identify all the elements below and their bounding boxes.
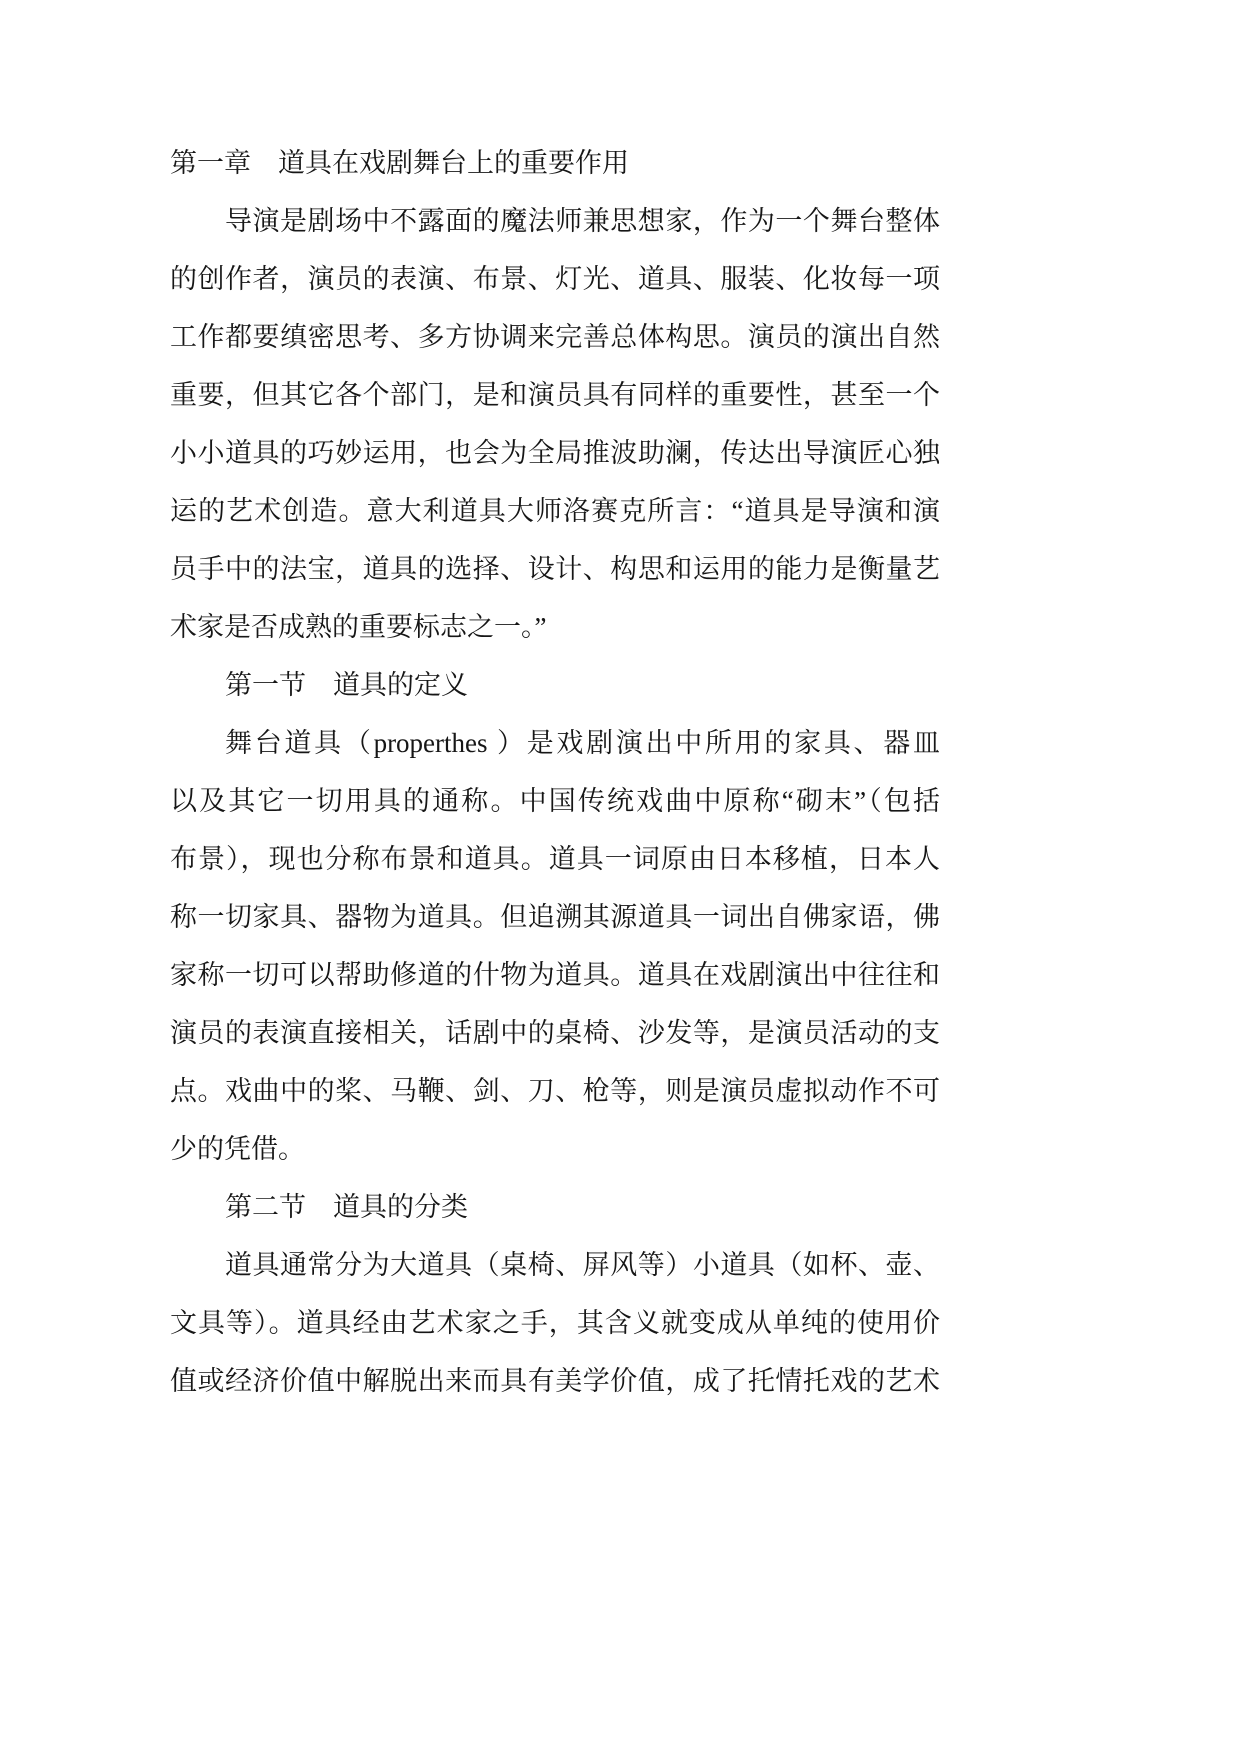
section-heading-definition: 第一节 道具的定义 xyxy=(225,670,468,700)
paragraph-line: 小小道具的巧妙运用，也会为全局推波助澜，传达出导演匠心独 xyxy=(170,438,940,468)
paragraph-line: 工作都要缜密思考、多方协调来完善总体构思。演员的演出自然 xyxy=(170,322,940,352)
paragraph-line: 家称一切可以帮助修道的什物为道具。道具在戏剧演出中往往和 xyxy=(170,960,940,990)
paragraph-line: 文具等）。道具经由艺术家之手，其含义就变成从单纯的使用价 xyxy=(170,1308,940,1338)
paragraph-line: 导演是剧场中不露面的魔法师兼思想家，作为一个舞台整体 xyxy=(225,206,940,236)
paragraph-line: 少的凭借。 xyxy=(170,1134,305,1164)
section-heading-classification: 第二节 道具的分类 xyxy=(225,1192,468,1222)
document-body xyxy=(170,134,940,1410)
paragraph-line: 点。戏曲中的桨、马鞭、剑、刀、枪等，则是演员虚拟动作不可 xyxy=(170,1076,940,1106)
paragraph-line: 员手中的法宝，道具的选择、设计、构思和运用的能力是衡量艺 xyxy=(170,554,940,584)
paragraph-line: 舞台道具（properthes ）是戏剧演出中所用的家具、器皿 xyxy=(225,728,940,758)
paragraph-line: 值或经济价值中解脱出来而具有美学价值，成了托情托戏的艺术 xyxy=(170,1366,940,1396)
intro-paragraph xyxy=(170,192,940,656)
paragraph-line: 道具通常分为大道具（桌椅、屏风等）小道具（如杯、壶、 xyxy=(225,1250,940,1280)
paragraph-line: 运的艺术创造。意大利道具大师洛赛克所言：“道具是导演和演 xyxy=(170,496,940,526)
paragraph-line: 以及其它一切用具的通称。中国传统戏曲中原称“砌末”（包括 xyxy=(170,786,940,816)
definition-paragraph xyxy=(170,714,940,1178)
paragraph-line: 重要，但其它各个部门，是和演员具有同样的重要性，甚至一个 xyxy=(170,380,940,410)
paragraph-line: 演员的表演直接相关，话剧中的桌椅、沙发等，是演员活动的支 xyxy=(170,1018,940,1048)
chapter-heading: 第一章 道具在戏剧舞台上的重要作用 xyxy=(170,148,629,178)
paragraph-line: 布景），现也分称布景和道具。道具一词原由日本移植，日本人 xyxy=(170,844,940,874)
paragraph-line: 称一切家具、器物为道具。但追溯其源道具一词出自佛家语，佛 xyxy=(170,902,940,932)
classification-paragraph xyxy=(170,1236,940,1410)
paragraph-line: 术家是否成熟的重要标志之一。” xyxy=(170,612,547,642)
paragraph-line: 的创作者，演员的表演、布景、灯光、道具、服装、化妆每一项 xyxy=(170,264,940,294)
